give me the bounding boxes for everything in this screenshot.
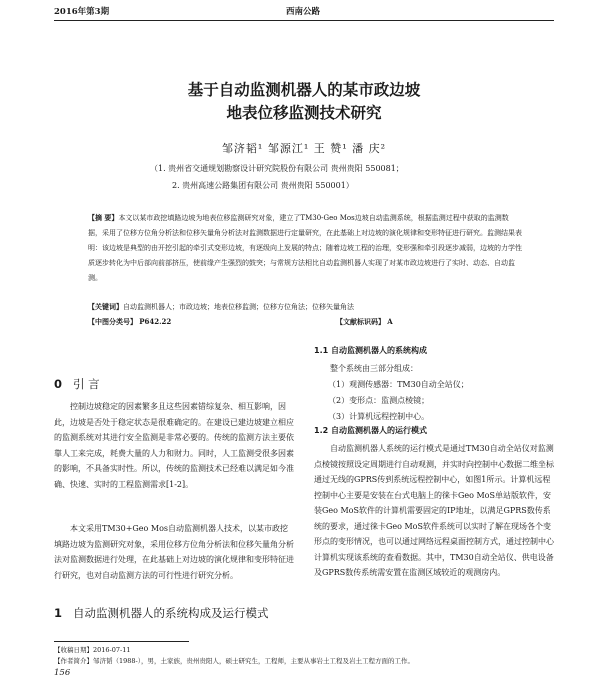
received-date: 【收稿日期】2016-07-11 bbox=[54, 646, 131, 654]
section-1-title: 自动监测机器人的系统构成及运行模式 bbox=[72, 606, 269, 620]
section-1-num: 1 bbox=[54, 606, 63, 620]
journal-issue: 2016年第3期 bbox=[54, 7, 110, 17]
paper-title-line1: 基于自动监测机器人的某市政边坡 bbox=[187, 81, 421, 99]
footnote-rule bbox=[54, 641, 189, 642]
clc-line bbox=[88, 317, 171, 327]
section-0-num: 0 bbox=[54, 377, 63, 391]
section-1-heading bbox=[54, 605, 294, 622]
intro-paragraph-2: 本文采用TM30+Geo Mos自动监测机器人技术，以某市政挖填路边坡为监测研究对象，采用位移方位角分析法和位移矢量角分析法对监测数据进行处理，在此基础上对边坡的演化规律和变形特征进行研究，也对自动监测方法的可行性进行研究分析。 bbox=[54, 524, 294, 580]
abstract-label: 【摘 要】 bbox=[88, 213, 119, 222]
system-component-2: （2）变形点：监测点棱镜； bbox=[328, 396, 430, 405]
author-bio: 【作者简介】邹济韬（1988-），男，土家族，贵州贵阳人，硕士研究生，工程师，主要从事岩土工程及岩土工程方面的工作。 bbox=[54, 657, 414, 665]
header-rule bbox=[54, 20, 554, 21]
keywords-text: 自动监测机器人；市政边坡；地表位移监测；位移方位角法；位移矢量角法 bbox=[123, 303, 354, 311]
clc-label: 【中图分类号】 bbox=[88, 317, 137, 326]
section-0-heading bbox=[54, 376, 100, 392]
journal-name: 西南公路 bbox=[286, 7, 321, 17]
abstract bbox=[88, 210, 522, 300]
doc-code-label: 【文献标识码】 bbox=[336, 317, 385, 326]
abstract-text: 本文以某市政挖填路边坡为地表位移监测研究对象，建立了TM30-Geo Mos边坡自动监测系统，根据监测过程中获取的监测数据，采用了位移方位角分析法和位移矢量角分析法对监测数据进行定量研究，在此基础上对边坡的演化规律和变形特征进行研究。监测结果表明：该边坡是典型的由开挖引起的牵引式变形边坡，有逐级向上发展的特点；随着边坡工程的治理，变形强和牵引段逐步减弱，边坡的力学性质逐步转化为中后部向前部挤压，使前缘产生强烈的鼓突；与常规方法相比自动监测机器人实现了对某市政边坡进行了实时、动态、自动监测。 bbox=[88, 214, 522, 282]
section-1-1-intro: 整个系统由三部分组成： bbox=[330, 364, 418, 373]
authors: 邹济韬¹ 邹源江¹ 王 赞¹ 潘 庆² bbox=[221, 142, 387, 155]
section-1-2-heading: 1.2 自动监测机器人的运行模式 bbox=[314, 426, 427, 435]
keywords-line bbox=[88, 302, 354, 312]
affiliation-1: （1. 贵州省交通规划勘察设计研究院股份有限公司 贵州贵阳 550081； bbox=[150, 164, 404, 173]
doc-code-line bbox=[336, 317, 393, 327]
affiliation-2: 2. 贵州高速公路集团有限公司 贵州贵阳 550001） bbox=[172, 181, 354, 190]
doc-code-value: A bbox=[387, 317, 393, 326]
system-component-3: （3）计算机远程控制中心。 bbox=[328, 412, 430, 421]
paper-title-line2: 地表位移监测技术研究 bbox=[226, 104, 382, 122]
section-0-title: 引 言 bbox=[72, 377, 100, 391]
clc-value: P642.22 bbox=[139, 317, 172, 326]
section-1-2-paragraph: 自动监测机器人系统的运行模式是通过TM30自动全站仪对监测点棱镜按照设定周期进行自动观测，并实时向控制中心数据二维坐标通过无线的GPRS传到系统远程控制中心，如图1所示。计算机远程控制中心主要是安装在台式电脑上的徕卡Geo MoS单站版软件，安装Geo MoS软件的计算机需要固定的IP地址，以满足GPRS数传系统的要求，通过徕卡Geo MoS软件系统可以实时了解在现场各个变形点的变形情况，也可以通过网络远程桌面控制方式，通过控制中心计算机实现该系统的查看数据。其中，TM30自动全站仪、供电设备及GPRS数传系统需安置在监测区域较近的观测房内。 bbox=[314, 444, 554, 577]
keywords-label: 【关键词】 bbox=[88, 302, 123, 311]
page-number: 156 bbox=[54, 668, 71, 678]
intro-paragraph-1: 控制边坡稳定的因素繁多且这些因素错综复杂、相互影响，因此，边坡是否处于稳定状态是很难确定的。在建设已建边坡建立相应的监测系统对其进行安全监测是非常必要的。传统的监测方法主要依靠人工来完成，耗费大量的人力和财力。同时，人工监测受很多因素的影响，不具备实时性。所以，传统的监测技术已经难以满足如今准确、快速、实时的工程监测需求[1-2]。 bbox=[54, 402, 294, 489]
section-1-1-heading: 1.1 自动监测机器人的系统构成 bbox=[314, 346, 427, 355]
system-component-1: （1）观测传感器：TM30自动全站仪； bbox=[328, 380, 469, 389]
